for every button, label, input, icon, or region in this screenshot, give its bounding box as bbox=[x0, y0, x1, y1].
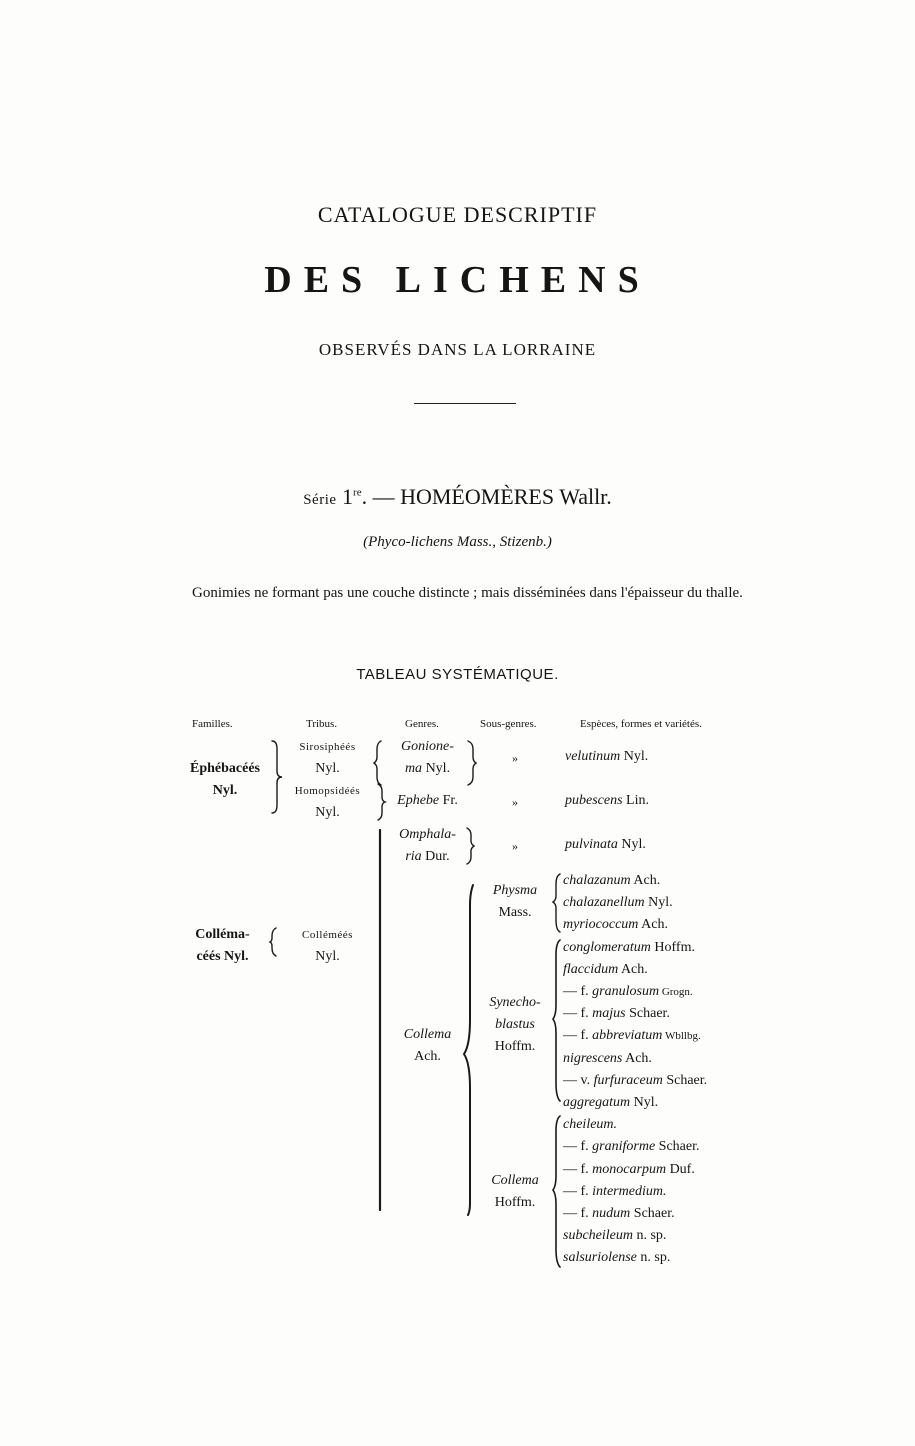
tribe-name: Homopsidéés bbox=[294, 785, 361, 797]
header-especes: Espèces, formes et variétés. bbox=[580, 718, 702, 730]
brace-tribe-homopsidees bbox=[378, 784, 385, 820]
series-synonym: (Phyco-lichens Mass., Stizenb.) bbox=[363, 534, 552, 550]
genus-name-end: ria bbox=[405, 849, 422, 864]
genus-name-end: ma bbox=[404, 761, 423, 776]
subgenus-ditto-3: » bbox=[512, 839, 518, 853]
list-item: chalazanum Ach. bbox=[563, 873, 661, 888]
subgenus-ditto-2: » bbox=[512, 795, 518, 809]
list-item: salsuriolense n. sp. bbox=[563, 1250, 671, 1266]
series-dot: . bbox=[361, 484, 368, 509]
subgenus-name: Synecho- bbox=[489, 995, 541, 1010]
brace-genus-gonionema bbox=[468, 741, 476, 785]
genus-author: Dur. bbox=[421, 849, 450, 864]
species-name: pulvinata bbox=[565, 837, 618, 852]
list-item: — f. intermedium. bbox=[563, 1183, 667, 1199]
brace-subgenus bbox=[464, 885, 473, 1215]
subgenus-ditto-1: » bbox=[512, 751, 518, 765]
list-item: — f. granulosum Grogn. bbox=[563, 984, 693, 1000]
brace-genus-omphalaria bbox=[467, 828, 474, 864]
brace-tribe-collemees bbox=[270, 928, 276, 956]
genus-name: Gonione- bbox=[401, 739, 454, 754]
subgenus-author: Hoffm. bbox=[494, 1195, 536, 1210]
series-label: Série bbox=[303, 492, 337, 508]
series-number: 1 bbox=[342, 484, 354, 509]
series-name: HOMÉOMÈRES Wallr. bbox=[400, 484, 612, 509]
list-item: cheileum. bbox=[563, 1117, 618, 1133]
genus-name: Ephebe bbox=[397, 793, 440, 808]
species-name: velutinum bbox=[565, 749, 621, 764]
series-number-suffix: re bbox=[353, 486, 362, 499]
species-author: Nyl. bbox=[617, 837, 646, 852]
list-item: myriococcum Ach. bbox=[563, 917, 668, 933]
description-text: Gonimies ne formant pas une couche distincte ; mais disséminées dans l'épaisseur du thalle. bbox=[192, 585, 743, 601]
list-item: — f. monocarpum Duf. bbox=[563, 1161, 695, 1177]
family-name: Éphébacéés bbox=[190, 761, 260, 776]
list-item: subcheileum n. sp. bbox=[563, 1228, 667, 1244]
subgenus-author: Hoffm. bbox=[494, 1039, 536, 1054]
subgenus-name: Collema bbox=[491, 1173, 539, 1188]
subgenus-author: Mass. bbox=[498, 905, 532, 920]
family-name: Colléma- bbox=[195, 927, 250, 942]
tribe-author: Nyl. bbox=[315, 949, 340, 964]
genus-author: Fr. bbox=[439, 793, 458, 808]
list-item: conglomeratum Hoffm. bbox=[563, 939, 695, 955]
main-title: DES LICHENS bbox=[264, 259, 651, 301]
subtitle: OBSERVÉS DANS LA LORRAINE bbox=[318, 340, 597, 359]
list-item: — f. abbreviatum Wbllbg. bbox=[563, 1028, 701, 1044]
subgenus-name: Physma bbox=[492, 883, 538, 898]
header-tribus: Tribus. bbox=[306, 718, 338, 730]
family-author: Nyl. bbox=[212, 783, 238, 798]
header-familles: Familles. bbox=[192, 718, 233, 730]
list-item: — f. nudum Schaer. bbox=[563, 1206, 675, 1222]
list-item: — f. majus Schaer. bbox=[563, 1006, 670, 1022]
brace-tribe-sirosiphees bbox=[374, 741, 381, 785]
list-item: — v. furfuraceum Schaer. bbox=[563, 1072, 708, 1088]
tribe-name: Sirosiphéés bbox=[299, 741, 356, 753]
species-name: pubescens bbox=[565, 793, 623, 808]
family-author: céés Nyl. bbox=[196, 949, 249, 964]
list-item: — f. graniforme Schaer. bbox=[563, 1139, 700, 1155]
brace-species-synechoblastus bbox=[553, 940, 560, 1101]
species-author: Nyl. bbox=[620, 749, 649, 764]
list-item: aggregatum Nyl. bbox=[563, 1095, 659, 1111]
series-dash: — bbox=[367, 484, 401, 509]
brace-species-collema bbox=[553, 1116, 560, 1267]
catalogue-title: CATALOGUE DESCRIPTIF bbox=[317, 202, 598, 227]
genus-name: Collema bbox=[403, 1027, 452, 1042]
list-item: nigrescens Ach. bbox=[563, 1050, 652, 1066]
table-title: TABLEAU SYSTÉMATIQUE. bbox=[356, 666, 559, 683]
species-author: Lin. bbox=[622, 793, 649, 808]
tribe-name: Colléméés bbox=[302, 929, 353, 941]
header-genres: Genres. bbox=[405, 718, 439, 730]
list-item: flaccidum Ach. bbox=[563, 961, 648, 977]
list-item: chalazanellum Nyl. bbox=[563, 895, 673, 911]
subgenus-name-end: blastus bbox=[495, 1017, 535, 1032]
tribe-author: Nyl. bbox=[315, 761, 340, 776]
header-sous-genres: Sous-genres. bbox=[480, 718, 537, 730]
genus-author: Nyl. bbox=[422, 761, 451, 776]
brace-family-ephebacees bbox=[272, 741, 282, 813]
genus-name: Omphala- bbox=[399, 827, 456, 842]
genus-author: Ach. bbox=[414, 1049, 441, 1064]
tribe-author: Nyl. bbox=[315, 805, 340, 820]
brace-species-physma bbox=[553, 874, 560, 932]
